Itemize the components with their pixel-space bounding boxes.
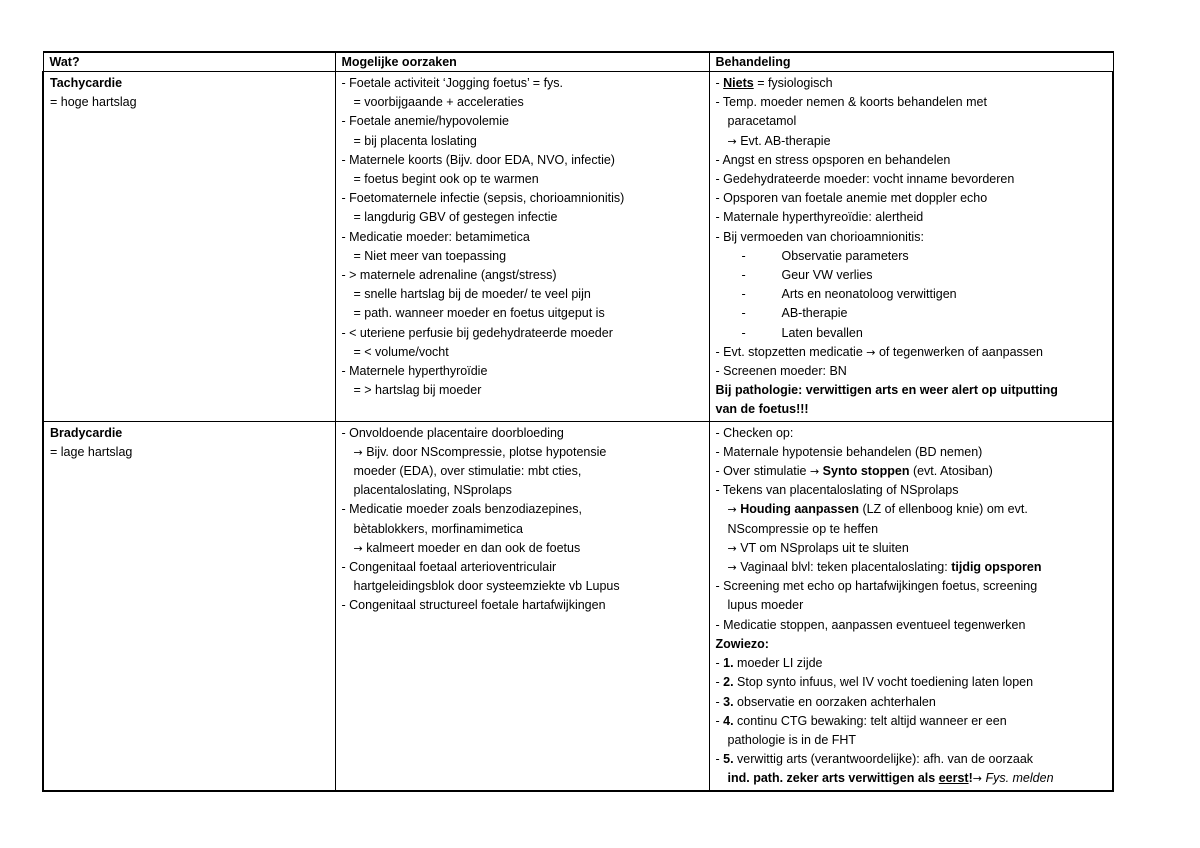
- tachy-treat-line: - Bij vermoeden van chorioamnionitis:: [715, 229, 924, 244]
- arrow-icon: →: [727, 134, 737, 148]
- tachy-cause-line: = snelle hartslag bij de moeder/ te veel pijn: [353, 287, 591, 302]
- brady-step: - 1. moeder LI zijde: [715, 656, 823, 671]
- brady-treat-line: - Maternale hypotensie behandelen (BD nemen): [715, 444, 983, 459]
- brady-cause-line: hartgeleidingsblok door systeemziekte vb Lupus: [353, 579, 620, 594]
- tachy-treat-line: - Maternale hyperthyreoïdie: alertheid: [715, 210, 924, 225]
- arrow-icon: →: [972, 772, 982, 786]
- tachy-sub-item: - Geur VW verlies: [741, 268, 873, 283]
- tachy-sub-item: - Laten bevallen: [741, 325, 863, 340]
- brady-treat-line: - Medicatie stoppen, aanpassen eventueel tegenwerken: [715, 617, 1026, 632]
- brady-treat-line: lupus moeder: [727, 598, 804, 613]
- tachy-treat-line: - Evt. stopzetten medicatie → of tegenwerken of aanpassen: [715, 344, 1043, 359]
- brady-cause-line: moeder (EDA), over stimulatie: mbt cties,: [353, 464, 582, 479]
- tachy-treat-line: paracetamol: [727, 114, 797, 129]
- brady-cause-line: → Bijv. door NScompressie, plotse hypotensie: [353, 444, 607, 459]
- brady-cause-line: - Onvoldoende placentaire doorbloeding: [341, 425, 564, 440]
- tachy-sub-item: - Arts en neonatoloog verwittigen: [741, 287, 957, 302]
- tachy-treat-line: - Angst en stress opsporen en behandelen: [715, 152, 951, 167]
- tachy-treat-line: - Opsporen van foetale anemie met doppler echo: [715, 191, 988, 206]
- tachy-cause-line: - > maternele adrenaline (angst/stress): [341, 268, 557, 283]
- cell-brady-behandeling: [709, 421, 1113, 790]
- tachy-treat-line: - Gedehydrateerde moeder: vocht inname bevorderen: [715, 172, 1015, 187]
- tachy-cause-line: - Foetomaternele infectie (sepsis, chorioamnionitis): [341, 191, 625, 206]
- tachy-treat-line: - Screenen moeder: BN: [715, 364, 847, 379]
- tachy-cause-line: = Niet meer van toepassing: [353, 248, 507, 263]
- brady-treat-line: → Houding aanpassen (LZ of ellenboog knie) om evt.: [727, 502, 1028, 517]
- brady-treat-line: - Screening met echo op hartafwijkingen foetus, screening: [715, 579, 1038, 594]
- arrow-icon: →: [866, 345, 876, 359]
- cell-tachy-behandeling: [709, 72, 1113, 422]
- header-behandeling: Behandeling: [709, 52, 1113, 72]
- header-row: [43, 52, 1113, 72]
- tachy-sub-item: - Observatie parameters: [741, 248, 909, 263]
- brady-treat-line: NScompressie op te heffen: [727, 521, 879, 536]
- brady-treat-line: → VT om NSprolaps uit te sluiten: [727, 540, 909, 555]
- tachy-cause-line: = langdurig GBV of gestegen infectie: [353, 210, 558, 225]
- tachy-cause-line: = > hartslag bij moeder: [353, 383, 482, 398]
- header-wat: Wat?: [43, 52, 335, 72]
- tachy-cause-line: - Medicatie moeder: betamimetica: [341, 229, 530, 244]
- brady-cause-line: - Congenitaal structureel foetale hartafwijkingen: [341, 598, 606, 613]
- arrow-icon: →: [727, 503, 737, 517]
- tachy-treat-note: van de foetus!!!: [715, 402, 809, 417]
- brady-step: pathologie is in de FHT: [727, 732, 857, 747]
- header-oorzaken: Mogelijke oorzaken: [335, 52, 709, 72]
- brady-step: ind. path. zeker arts verwittigen als eerst!→ Fys. melden: [727, 771, 1054, 786]
- brady-treat-line: - Tekens van placentaloslating of NSprolaps: [715, 483, 959, 498]
- row-tachycardie: [43, 72, 1113, 422]
- brady-treat-line: → Vaginaal blvl: teken placentaloslating: tijdig opsporen: [727, 560, 1042, 575]
- tachy-treat-line: - Niets = fysiologisch: [715, 76, 833, 90]
- brady-step: - 3. observatie en oorzaken achterhalen: [715, 694, 936, 709]
- arrow-icon: →: [809, 465, 820, 479]
- arrow-icon: →: [353, 541, 363, 555]
- tachy-cause-line: - Maternele koorts (Bijv. door EDA, NVO, infectie): [341, 152, 615, 167]
- brady-treat-line: - Checken op:: [715, 425, 794, 440]
- tachy-cause-line: = foetus begint ook op te warmen: [353, 172, 539, 187]
- arrow-icon: →: [727, 561, 737, 575]
- row-bradycardie: [43, 421, 1113, 790]
- cell-tachy-oorzaken: [335, 72, 709, 422]
- cell-brady-oorzaken: [335, 421, 709, 790]
- brady-cause-line: placentaloslating, NSprolaps: [353, 483, 512, 498]
- tachy-cause-line: - < uteriene perfusie bij gedehydrateerde moeder: [341, 325, 613, 340]
- tachy-title: Tachycardie: [50, 76, 123, 90]
- tachy-cause-line: - Maternele hyperthyroïdie: [341, 364, 488, 379]
- tachy-cause-line: = path. wanneer moeder en foetus uitgeput is: [353, 306, 605, 321]
- brady-treat-line: - Over stimulatie → Synto stoppen (evt. Atosiban): [715, 464, 993, 479]
- brady-zowiezo-heading: Zowiezo:: [715, 636, 769, 651]
- brady-title: Bradycardie: [50, 425, 123, 440]
- tachy-cause-line: - Foetale activiteit ‘Jogging foetus’ = fys.: [341, 76, 564, 90]
- brady-cause-line: bètablokkers, morfinamimetica: [353, 521, 524, 536]
- arrow-icon: →: [353, 445, 363, 459]
- tachy-cause-line: = voorbijgaande + acceleraties: [353, 95, 524, 110]
- cell-brady-wat: [43, 421, 335, 790]
- tachy-subtitle: = hoge hartslag: [50, 95, 137, 109]
- cell-tachy-wat: [43, 72, 335, 422]
- tachy-cause-line: - Foetale anemie/hypovolemie: [341, 114, 509, 129]
- brady-cause-line: - Medicatie moeder zoals benzodiazepines,: [341, 502, 582, 517]
- tachy-cause-line: = < volume/vocht: [353, 344, 449, 359]
- brady-subtitle: = lage hartslag: [50, 444, 133, 459]
- tachy-sub-item: - AB-therapie: [741, 306, 848, 321]
- brady-cause-line: - Congenitaal foetaal arterioventriculair: [341, 560, 557, 575]
- tachy-treat-note: Bij pathologie: verwittigen arts en weer alert op uitputting: [715, 383, 1058, 398]
- brady-cause-line: → kalmeert moeder en dan ook de foetus: [353, 540, 581, 555]
- tachy-treat-line: - Temp. moeder nemen & koorts behandelen met: [715, 95, 987, 110]
- tachy-cause-line: = bij placenta loslating: [353, 133, 477, 148]
- brady-step: - 5. verwittig arts (verantwoordelijke): afh. van de oorzaak: [715, 752, 1034, 767]
- brady-step: - 2. Stop synto infuus, wel IV vocht toediening laten lopen: [715, 675, 1034, 690]
- document-table: [42, 51, 1114, 792]
- tachy-treat-line: → Evt. AB-therapie: [727, 133, 831, 148]
- arrow-icon: →: [727, 541, 737, 555]
- brady-step: - 4. continu CTG bewaking: telt altijd wanneer er een: [715, 713, 1007, 728]
